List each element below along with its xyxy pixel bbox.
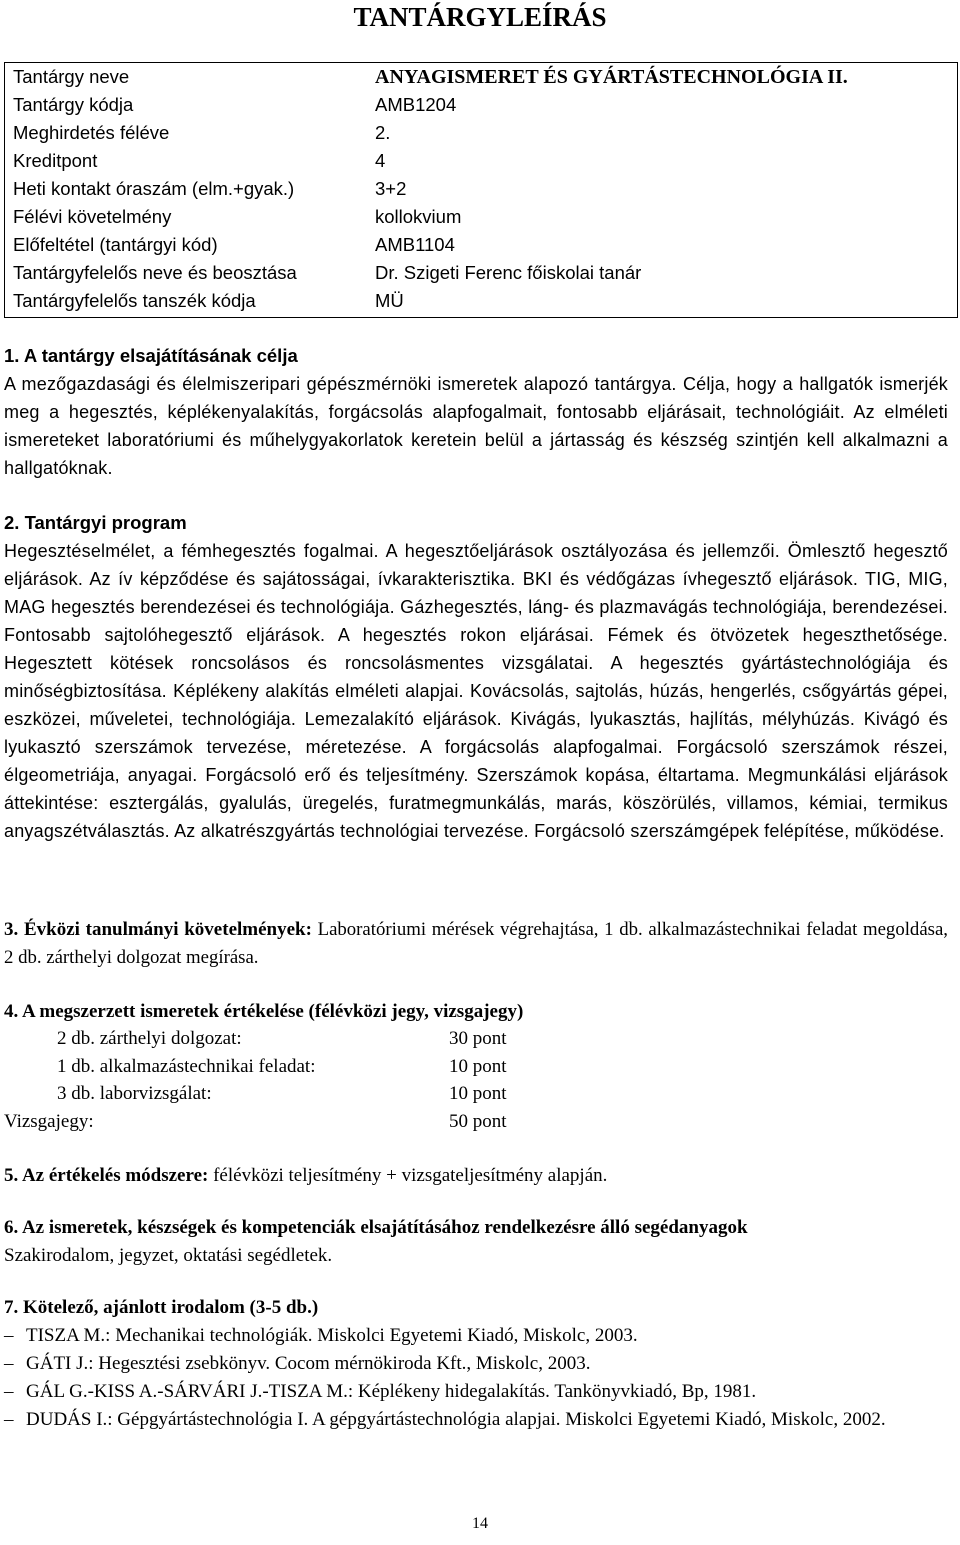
info-row-credit <box>13 147 957 175</box>
section-evaluation <box>4 998 948 1026</box>
dash-bullet: – <box>4 1381 14 1402</box>
info-value: AMB1104 <box>375 234 455 255</box>
section-objective <box>4 342 948 482</box>
info-label: Előfeltétel (tantárgyi kód) <box>13 234 218 255</box>
info-value: 2. <box>375 122 391 143</box>
info-label: Tantárgy kódja <box>13 94 134 115</box>
section-program <box>4 509 948 845</box>
info-label: Tantárgy neve <box>13 66 130 87</box>
section-text: félévközi teljesítmény + vizsgateljesítmény alapján. <box>208 1165 608 1186</box>
info-row-prerequisite <box>13 231 957 259</box>
score-item: 1 db. alkalmazástechnikai feladat: <box>57 1056 316 1077</box>
section-text: Laboratóriumi mérések végrehajtása, 1 db. alkalmazástechnikai feladat megoldása, 2 db. zárthelyi dolgozat megírása. <box>4 919 948 968</box>
info-value: 4 <box>375 150 386 171</box>
score-points: 50 pont <box>449 1111 507 1132</box>
section-heading: 6. Az ismeretek, készségek és kompetenciák elsajátításához rendelkezésre álló segédanyagok <box>4 1217 748 1238</box>
section-heading: 3. Évközi tanulmányi követelmények: <box>4 919 312 940</box>
section-literature <box>4 1294 948 1322</box>
section-heading: 5. Az értékelés módszere: <box>4 1165 209 1186</box>
section-method <box>4 1162 948 1190</box>
info-row-hours <box>13 175 957 203</box>
info-label: Tantárgyfelelős neve és beosztása <box>13 262 297 283</box>
section-heading: 1. A tantárgy elsajátításának célja <box>4 345 298 366</box>
info-label: Kreditpont <box>13 150 98 171</box>
reference-item <box>4 1322 948 1350</box>
info-value: 3+2 <box>375 178 407 199</box>
section-text: Hegesztéselmélet, a fémhegesztés fogalmai. A hegesztőeljárások osztályozása és jellemzői. Ömlesztő hegesztő eljárások. Az ív képződése és sajátosságai, ívkarakterisztika. BKI és védőgázas ívhegesztő eljárások. TIG, MIG, MAG hegesztés berendezései és technológiája. Gázhegesztés, láng- és plazmavágás technológiája, berendezései. Fontosabb sajtolóhegesztő eljárások. A hegesztés rokon eljárásai. Fémek és ötvözetek hegeszthetősége. Hegesztett kötések roncsolásos és roncsolásmentes vizsgálatai. A hegesztés gyártástechnológiája és minőségbiztosítása. Képlékeny alakítás elméleti alapjai. Kovácsolás, sajtolás, húzás, hengerlés, csőgyártás gépei, eszközei, műveletei, technológiája. Lemezalakító eljárások. Kivágás, lyukasztás, hajlítás, mélyhúzás. Kivágó és lyukasztó szerszámok tervezése, méretezése. A forgácsolás alapfogalmai. Forgácsoló szerszámok részei, élgeometriája, anyagai. Forgácsoló erő és teljesítmény. Szerszámok kopása, éltartama. Megmunkálási eljárások áttekintése: esztergálás, gyalulás, üregelés, furatmegmunkálás, marás, köszörülés, villamos, kémiai, termikus anyagszétválasztás. Az alkatrészgyártás technológiai tervezése. Forgácsoló szerszámgépek felépítése, működése. <box>4 541 948 841</box>
section-heading: 4. A megszerzett ismeretek értékelése (félévközi jegy, vizsgajegy) <box>4 1001 524 1022</box>
section-heading: 7. Kötelező, ajánlott irodalom (3-5 db.) <box>4 1297 319 1318</box>
score-points: 30 pont <box>449 1028 507 1049</box>
info-value: AMB1204 <box>375 94 457 115</box>
section-heading: 2. Tantárgyi program <box>4 512 187 533</box>
info-label: Tantárgyfelelős tanszék kódja <box>13 290 256 311</box>
course-info-table <box>4 62 958 318</box>
reference-text: TISZA M.: Mechanikai technológiák. Miskolci Egyetemi Kiadó, Miskolc, 2003. <box>26 1325 638 1346</box>
page-title: TANTÁRGYLEÍRÁS <box>353 2 607 32</box>
info-row-code <box>13 91 957 119</box>
section-text: Szakirodalom, jegyzet, oktatási segédletek. <box>4 1245 333 1266</box>
info-row-name <box>13 63 957 91</box>
info-label: Heti kontakt óraszám (elm.+gyak.) <box>13 178 295 199</box>
score-item: Vizsgajegy: <box>4 1111 94 1132</box>
info-value: ANYAGISMERET ÉS GYÁRTÁSTECHNOLÓGIA II. <box>375 66 848 88</box>
info-row-department <box>13 287 957 315</box>
score-item: 3 db. laborvizsgálat: <box>57 1083 212 1104</box>
reference-item <box>4 1378 948 1406</box>
page-number: 14 <box>472 1515 488 1532</box>
reference-text: GÁL G.-KISS A.-SÁRVÁRI J.-TISZA M.: Képlékeny hidegalakítás. Tankönyvkiadó, Bp, 1981. <box>26 1381 757 1402</box>
dash-bullet: – <box>4 1325 14 1346</box>
reference-text: GÁTI J.: Hegesztési zsebkönyv. Cocom mérnökiroda Kft., Miskolc, 2003. <box>26 1353 591 1374</box>
reference-text: DUDÁS I.: Gépgyártástechnológia I. A gépgyártástechnológia alapjai. Miskolci Egyetemi Kiadó, Miskolc, 2002. <box>26 1409 886 1430</box>
reference-item <box>4 1350 948 1378</box>
info-label: Meghirdetés féléve <box>13 122 170 143</box>
info-row-requirement <box>13 203 957 231</box>
score-points: 10 pont <box>449 1056 507 1077</box>
score-item: 2 db. zárthelyi dolgozat: <box>57 1028 242 1049</box>
info-label: Félévi követelmény <box>13 206 172 227</box>
info-value: kollokvium <box>375 206 462 227</box>
info-value: MÜ <box>375 290 404 311</box>
section-materials <box>4 1214 948 1270</box>
info-row-semester <box>13 119 957 147</box>
dash-bullet: – <box>4 1409 14 1430</box>
section-text: A mezőgazdasági és élelmiszeripari gépészmérnöki ismeretek alapozó tantárgya. Célja, hogy a hallgatók ismerjék meg a hegesztés, képlékenyalakítás, forgácsolás alapfogalmait, fontosabb eljárásait, technológiáit. Az elméleti ismereteket laboratóriumi és műhelygyakorlatok keretein belül a jártasság és készség szintjén kell alkalmazni a hallgatóknak. <box>4 374 948 478</box>
info-row-responsible <box>13 259 957 287</box>
section-requirements <box>4 916 948 972</box>
dash-bullet: – <box>4 1353 14 1374</box>
info-value: Dr. Szigeti Ferenc főiskolai tanár <box>375 262 642 283</box>
score-points: 10 pont <box>449 1083 507 1104</box>
reference-item <box>4 1406 948 1434</box>
